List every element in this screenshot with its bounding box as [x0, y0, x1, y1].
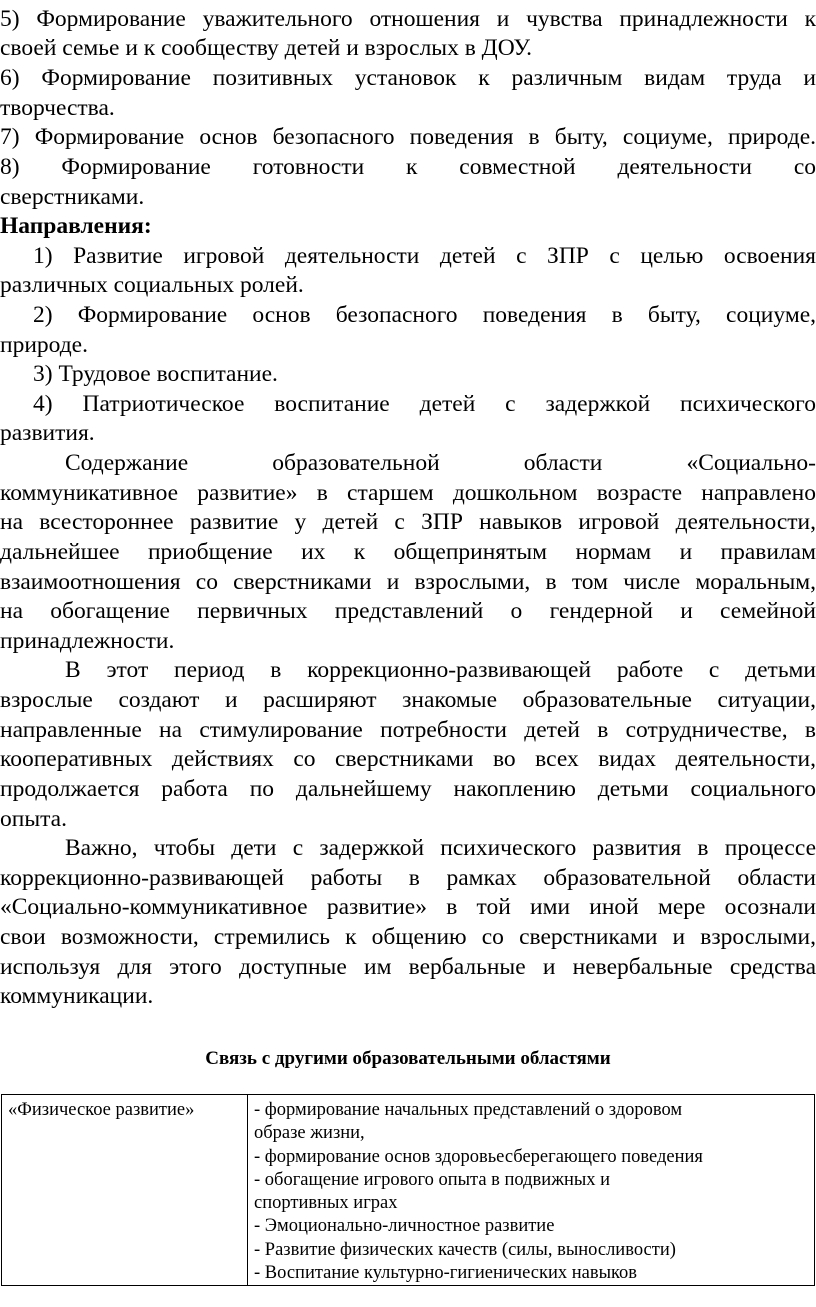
- text-line: кооперативных действиях со сверстниками во всех видах деятельности,: [0, 746, 816, 772]
- text-line: сверстниками.: [0, 184, 145, 210]
- text-line: продолжается работа по дальнейшему накоплению детьми социального: [0, 776, 816, 802]
- list-item: - Эмоционально-личностное развитие: [254, 1216, 555, 1237]
- text-line: на обогащение первичных представлений о гендерной и семейной: [0, 598, 816, 624]
- list-item: 3) Трудовое воспитание.: [33, 361, 278, 387]
- text-line: коммуникации.: [0, 983, 154, 1009]
- text-line: природе.: [0, 332, 88, 358]
- text-line: свои возможности, стремились к общению со сверстниками и взрослыми,: [0, 924, 816, 950]
- text-line: коррекционно-развивающей работы в рамках образовательной области: [0, 865, 816, 891]
- section-title: Связь с другими образовательными областями: [205, 1048, 611, 1069]
- text-line: своей семье и к сообществу детей и взрослых в ДОУ.: [0, 35, 533, 61]
- text-line: творчества.: [0, 95, 115, 121]
- list-item: 4) Патриотическое воспитание детей с задержкой психического: [33, 391, 816, 417]
- text-line: различных социальных ролей.: [0, 272, 304, 298]
- text-line: 6) Формирование позитивных установок к различным видам труда и: [0, 65, 816, 91]
- list-item: 1) Развитие игровой деятельности детей с ЗПР с целью освоения: [33, 243, 816, 269]
- section-heading: Направления:: [0, 213, 152, 239]
- text-line: коммуникативное развитие» в старшем дошкольном возрасте направлено: [0, 480, 816, 506]
- text-line: взаимоотношения со сверстниками и взрослыми, в том числе моральным,: [0, 569, 816, 595]
- text-line: развития.: [0, 420, 95, 446]
- table-row: [2, 1095, 815, 1286]
- list-item: - формирование основ здоровьесберегающего поведения: [254, 1146, 703, 1167]
- list-item: - формирование начальных представлений о здоровом: [254, 1100, 683, 1120]
- text-line: 5) Формирование уважительного отношения и чувства принадлежности к: [0, 6, 816, 32]
- list-item: 2) Формирование основ безопасного поведения в быту, социуме,: [33, 302, 816, 328]
- list-item: образе жизни,: [254, 1123, 365, 1144]
- text-line: дальнейшее приобщение их к общепринятым нормам и правилам: [0, 539, 816, 565]
- text-line: на всестороннее развитие у детей с ЗПР навыков игровой деятельности,: [0, 509, 816, 535]
- list-item: - обогащение игрового опыта в подвижных и: [254, 1169, 611, 1190]
- items-cell: [248, 1095, 815, 1286]
- area-cell: [2, 1095, 248, 1286]
- text-line: направленные на стимулирование потребности детей в сотрудничестве, в: [0, 717, 816, 743]
- text-line: опыта.: [0, 806, 67, 832]
- list-item: спортивных играх: [254, 1193, 398, 1214]
- list-item: - Воспитание культурно-гигиенических навыков: [254, 1263, 638, 1284]
- paragraph-start: В этот период в коррекционно-развивающей работе с детьми: [65, 657, 816, 683]
- text-line: используя для этого доступные им вербальные и невербальные средства: [0, 954, 816, 980]
- text-line: 8) Формирование готовности к совместной деятельности со: [0, 154, 816, 180]
- paragraph-start: Важно, чтобы дети с задержкой психического развития в процессе: [65, 835, 816, 861]
- list-item: - Развитие физических качеств (силы, выносливости): [254, 1239, 676, 1260]
- paragraph-start: Содержание образовательной области «Социально-: [65, 450, 816, 476]
- text-line: «Социально-коммуникативное развитие» в той ими иной мере осознали: [0, 894, 816, 920]
- text-line: принадлежности.: [0, 628, 175, 654]
- area-name: «Физическое развитие»: [8, 1100, 195, 1120]
- relations-table: [1, 1094, 815, 1286]
- text-line: взрослые создают и расширяют знакомые образовательные ситуации,: [0, 687, 816, 713]
- text-line: 7) Формирование основ безопасного поведения в быту, социуме, природе.: [0, 124, 816, 150]
